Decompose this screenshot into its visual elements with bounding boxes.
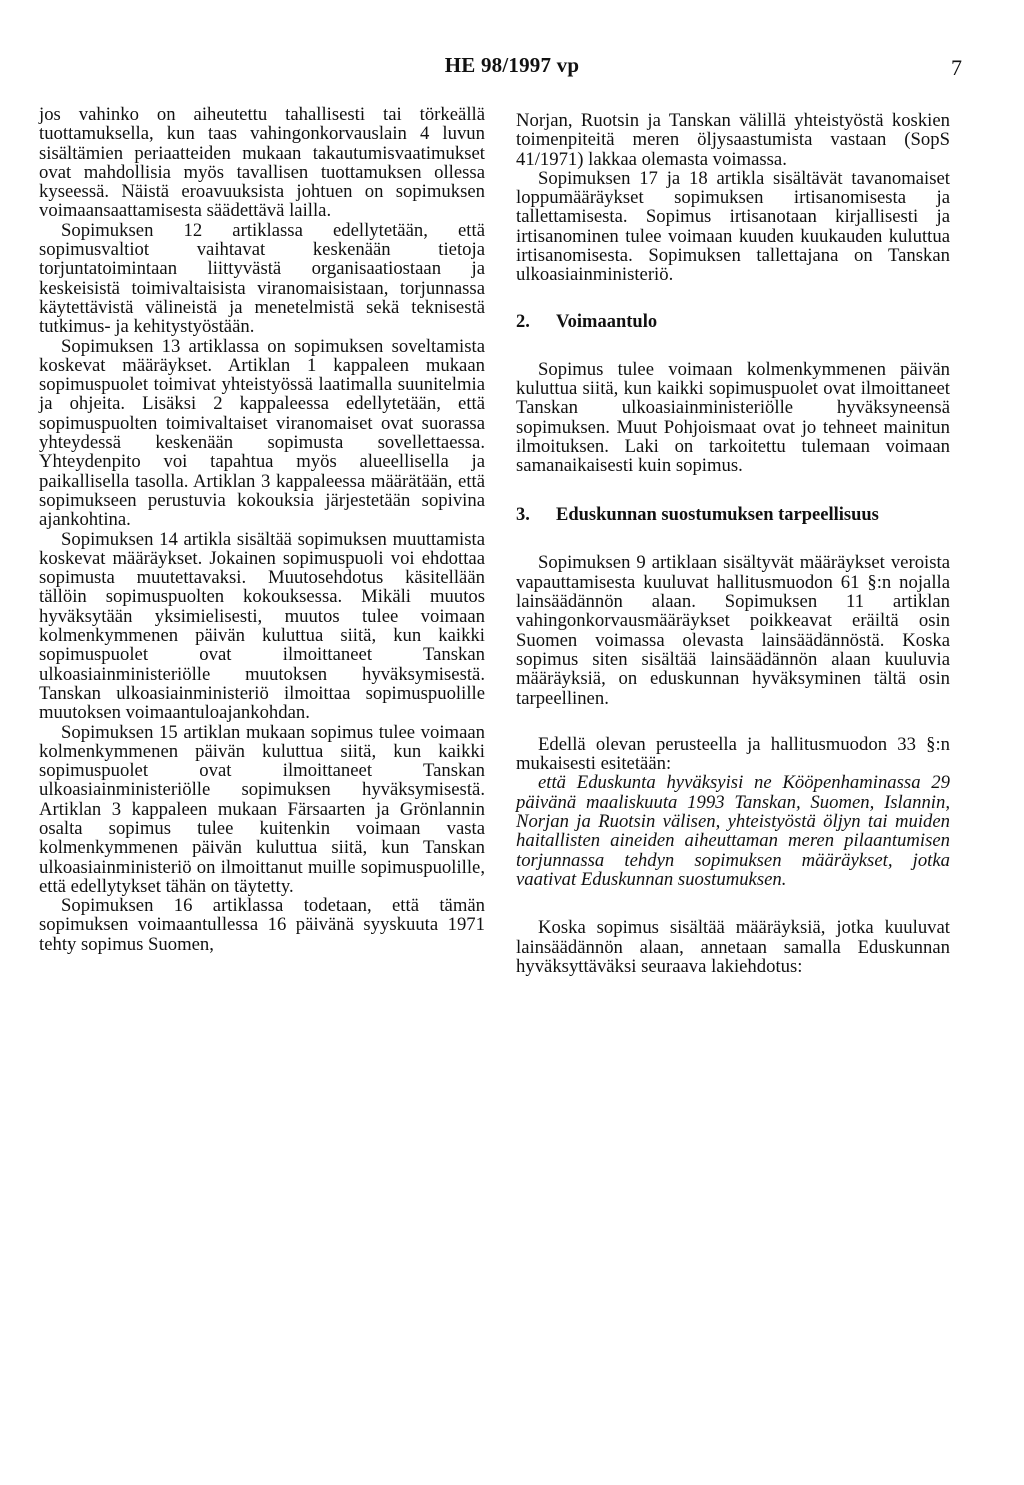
paragraph: Edellä olevan perusteella ja hallitusmuodon 33 §:n mukaisesti esitetään: bbox=[516, 733, 950, 775]
paragraph: Norjan, Ruotsin ja Tanskan välillä yhteistyöstä koskien toimenpiteitä meren öljysaastumista vastaan (SopS 41/1971) lakkaa olemasta voimassa. bbox=[516, 110, 950, 170]
section-heading-suostumus bbox=[516, 505, 950, 526]
paragraph: Koska sopimus sisältää määräyksiä, jotka kuuluvat lainsäädännön alaan, annetaan samalla Eduskunnan hyväksyttäväksi seuraava lakiehdotus: bbox=[516, 917, 950, 977]
section-heading-voimaantulo bbox=[516, 312, 950, 333]
left-column bbox=[39, 105, 485, 954]
proposal-quote: että Eduskunta hyväksyisi ne Kööpenhaminassa 29 päivänä maaliskuuta 1993 Tanskan, Suomen, Islannin, Norjan ja Ruotsin välisen, yhteistyöstä öljyn tai muiden haitallisten aineiden aiheuttaman meren pilaantumisen torjunnassa tehdyn sopimuksen määräykset, jotka vaativat Eduskunnan suostumuksen. bbox=[516, 772, 950, 890]
paragraph: Sopimuksen 13 artiklassa on sopimuksen soveltamista koskevat määräykset. Artiklan 1 kappaleen mukaan sopimuspuolet toimivat yhteistyössä laatimalla suunitelmia ja ohjeita. Lisäksi 2 kappaleessa edellytetään, että sopimuspuolten toimivaltaiset viranomaiset ovat suorassa yhteydessä keskenään sopimusta sovellettaessa. Yhteydenpito voi tapahtua myös alueellisella ja paikallisella tasolla. Artiklan 3 kappaleessa määrätään, että sopimukseen perustuvia kokouksia järjestetään sopivina ajankohtina. bbox=[39, 335, 485, 531]
paragraph: jos vahinko on aiheutettu tahallisesti tai törkeällä tuottamuksella, kun taas vahingonkorvauslain 4 luvun sisältämien periaatteiden mukaan takautumisvaatimukset ovat mahdollisia myös tavallisen tuottamuksen ollessa kyseessä. Näistä eroavuuksista johtuen on sopimuksen voimaansaattamisesta säädettävä lailla. bbox=[39, 104, 485, 222]
paragraph: Sopimuksen 16 artiklassa todetaan, että tämän sopimuksen voimaantullessa 16 päivänä syyskuuta 1971 tehty sopimus Suomen, bbox=[39, 895, 485, 955]
page-number: 7 bbox=[951, 55, 962, 80]
right-column bbox=[516, 111, 950, 976]
section-title: Voimaantulo bbox=[556, 311, 658, 332]
document-header-title: HE 98/1997 vp bbox=[444, 53, 580, 77]
section-number: 3. bbox=[516, 505, 530, 526]
paragraph: Sopimuksen 9 artiklaan sisältyvät määräykset veroista vapauttamisesta kuuluvat hallitusmuodon 61 §:n nojalla lainsäädännön alaan. Sopimuksen 11 artiklan vahingonkorvausmääräykset poikkeavat eräiltä osin Suomen voimassa olevasta lainsäädännöstä. Koska sopimus siten sisältää lainsäädännön alaan kuuluvia määräyksiä, on eduskunnan hyväksyminen tältä osin tarpeellinen. bbox=[516, 552, 950, 709]
paragraph: Sopimuksen 15 artiklan mukaan sopimus tulee voimaan kolmenkymmenen päivän kuluttua siitä, kun kaikki sopimuspuolet ovat ilmoittaneet Tanskan ulkoasiainministeriölle sopimuksen hyväksymisestä. Artiklan 3 kappaleen mukaan Färsaarten ja Grönlannin osalta sopimus tulee kuitenkin voimaan vasta kolmenkymmenen päivän kuluttua siitä, kun Tanskan ulkoasiainministeriö on ilmoittanut muille sopimuspuolille, että edellytykset tähän on täytetty. bbox=[39, 721, 485, 897]
paragraph: Sopimus tulee voimaan kolmenkymmenen päivän kuluttua siitä, kun kaikki sopimuspuolet ovat ilmoittaneet Tanskan ulkoasiainministeriölle hyväksyneensä sopimuksen. Muut Pohjoismaat ovat jo tehneet mainitun ilmoituksen. Laki on tarkoitettu tulemaan voimaan samanaikaisesti kuin sopimus. bbox=[516, 358, 950, 477]
paragraph: Sopimuksen 17 ja 18 artikla sisältävät tavanomaiset loppumääräykset sopimuksen irtisanomisesta ja tallettamisesta. Sopimus irtisanotaan kirjallisesti ja irtisanominen tulee voimaan kuuden kuukauden kuluttua irtisanomisesta. Sopimuksen tallettajana on Tanskan ulkoasiainministeriö. bbox=[516, 167, 950, 286]
section-number: 2. bbox=[516, 311, 530, 332]
section-title: Eduskunnan suostumuksen tarpeellisuus bbox=[556, 505, 879, 526]
paragraph: Sopimuksen 12 artiklassa edellytetään, että sopimusvaltiot vaihtavat keskenään tietoja torjuntatoimintaan liittyvästä organisaatiostaan ja keskeisistä toimivaltaisista viranomaisistaan, torjunnassa käytettävistä välineistä ja menetelmistä sekä teknisestä tutkimus- ja kehitystyöstään. bbox=[39, 219, 485, 338]
paragraph: Sopimuksen 14 artikla sisältää sopimuksen muuttamista koskevat määräykset. Jokainen sopimuspuoli voi ehdottaa sopimusta muutettavaksi. Muutosehdotus käsitellään tällöin sopimuspuolten kokouksessa. Mikäli muutos hyväksytään yksimielisesti, muutos tulee voimaan kolmenkymmenen päivän kuluttua siitä, kun kaikki sopimuspuolet ovat ilmoittaneet Tanskan ulkoasiainministeriölle muutoksen hyväksymisestä. Tanskan ulkoasiainministeriö ilmoittaa sopimuspuolille muutoksen voimaantuloajankohdan. bbox=[39, 528, 485, 724]
